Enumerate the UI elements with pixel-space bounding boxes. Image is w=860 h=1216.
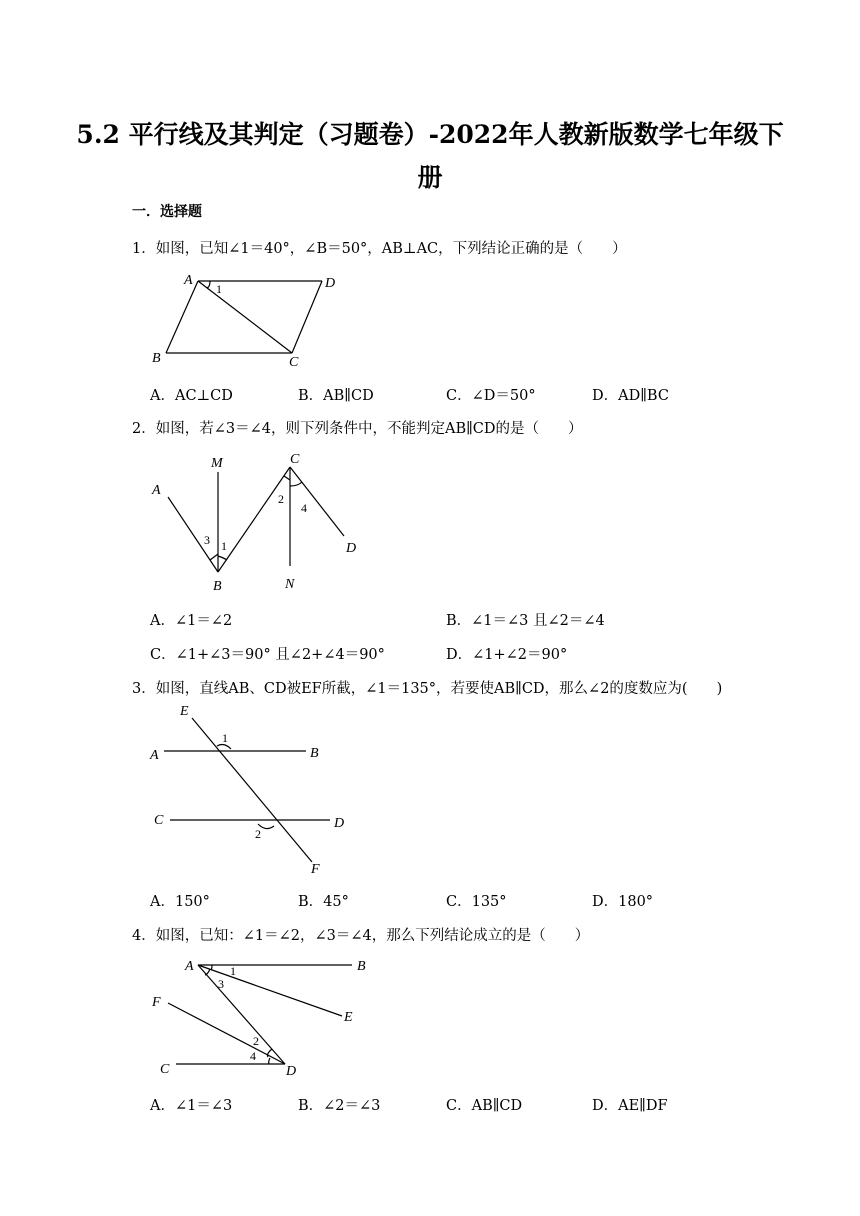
question-3-stem: 3．如图，直线AB、CD被EF所截，∠1＝135°，若要使AB∥CD，那么∠2的度数应为( ) [132, 681, 723, 697]
fig2-label-b: B [213, 579, 222, 594]
fig2-label-c: C [290, 452, 300, 467]
page-title: 5.2 平行线及其判定（习题卷）-2022年人教新版数学七年级下 [76, 120, 784, 149]
fig3-label-f: F [311, 862, 320, 877]
fig2-label-m: M [211, 456, 223, 471]
fig2-label-a: A [152, 483, 161, 498]
fig4-label-c: C [160, 1062, 170, 1077]
question-4-option-a: A．∠1＝∠3 [150, 1098, 233, 1114]
section-heading: 一．选择题 [132, 204, 202, 220]
fig3-label-c: C [154, 813, 164, 828]
fig4-label-a: A [185, 959, 194, 974]
fig2-angle-1: 1 [221, 539, 227, 553]
fig1-label-d: D [325, 276, 336, 291]
fig2-label-d: D [346, 541, 357, 556]
question-4-option-c: C．AB∥CD [446, 1098, 523, 1114]
question-4-option-d: D．AE∥DF [592, 1098, 668, 1114]
fig4-angle-4: 4 [250, 1049, 256, 1063]
question-2-option-b: B．∠1＝∠3 且∠2＝∠4 [446, 613, 605, 629]
fig4-label-d: D [286, 1064, 297, 1079]
fig4-label-e: E [344, 1010, 353, 1025]
fig2-angle-4: 4 [301, 501, 307, 515]
fig2-angle-2: 2 [278, 492, 284, 506]
fig4-label-f: F [152, 995, 161, 1010]
question-2-option-d: D．∠1+∠2＝90° [446, 647, 568, 663]
question-4-stem: 4．如图，已知：∠1＝∠2，∠3＝∠4，那么下列结论成立的是（ ） [132, 928, 590, 944]
page-title-continued: 册 [417, 163, 443, 192]
fig1-label-c: C [289, 355, 299, 370]
question-2-stem: 2．如图，若∠3＝∠4，则下列条件中，不能判定AB∥CD的是（ ） [132, 421, 583, 437]
fig3-label-b: B [310, 746, 319, 761]
fig1-label-a: A [184, 273, 193, 288]
fig2-label-n: N [285, 577, 295, 592]
question-2-option-c: C．∠1+∠3＝90° 且∠2+∠4＝90° [150, 647, 385, 663]
question-3-option-a: A．150° [150, 894, 210, 910]
question-1-option-a: A．AC⊥CD [150, 388, 233, 404]
fig3-angle-1: 1 [222, 731, 228, 745]
fig1-label-b: B [152, 351, 161, 366]
fig2-angle-3: 3 [204, 533, 210, 547]
question-4-option-b: B．∠2＝∠3 [298, 1098, 381, 1114]
question-2-option-a: A．∠1＝∠2 [150, 613, 233, 629]
fig4-label-b: B [357, 959, 366, 974]
question-1-option-b: B．AB∥CD [298, 388, 374, 404]
question-3-option-c: C．135° [446, 894, 507, 910]
question-1-option-c: C．∠D＝50° [446, 388, 536, 404]
fig3-angle-2: 2 [255, 827, 261, 841]
fig3-label-e: E [180, 704, 189, 719]
fig3-label-d: D [334, 816, 345, 831]
question-1-option-d: D．AD∥BC [592, 388, 669, 404]
fig1-angle-1: 1 [216, 282, 222, 296]
fig4-angle-1: 1 [230, 964, 236, 978]
fig4-angle-2: 2 [253, 1034, 259, 1048]
question-1-stem: 1．如图，已知∠1＝40°，∠B＝50°，AB⊥AC，下列结论正确的是（ ） [132, 241, 627, 257]
question-3-option-b: B．45° [298, 894, 349, 910]
fig4-angle-3: 3 [218, 977, 224, 991]
fig3-label-a: A [150, 748, 159, 763]
question-3-option-d: D．180° [592, 894, 654, 910]
